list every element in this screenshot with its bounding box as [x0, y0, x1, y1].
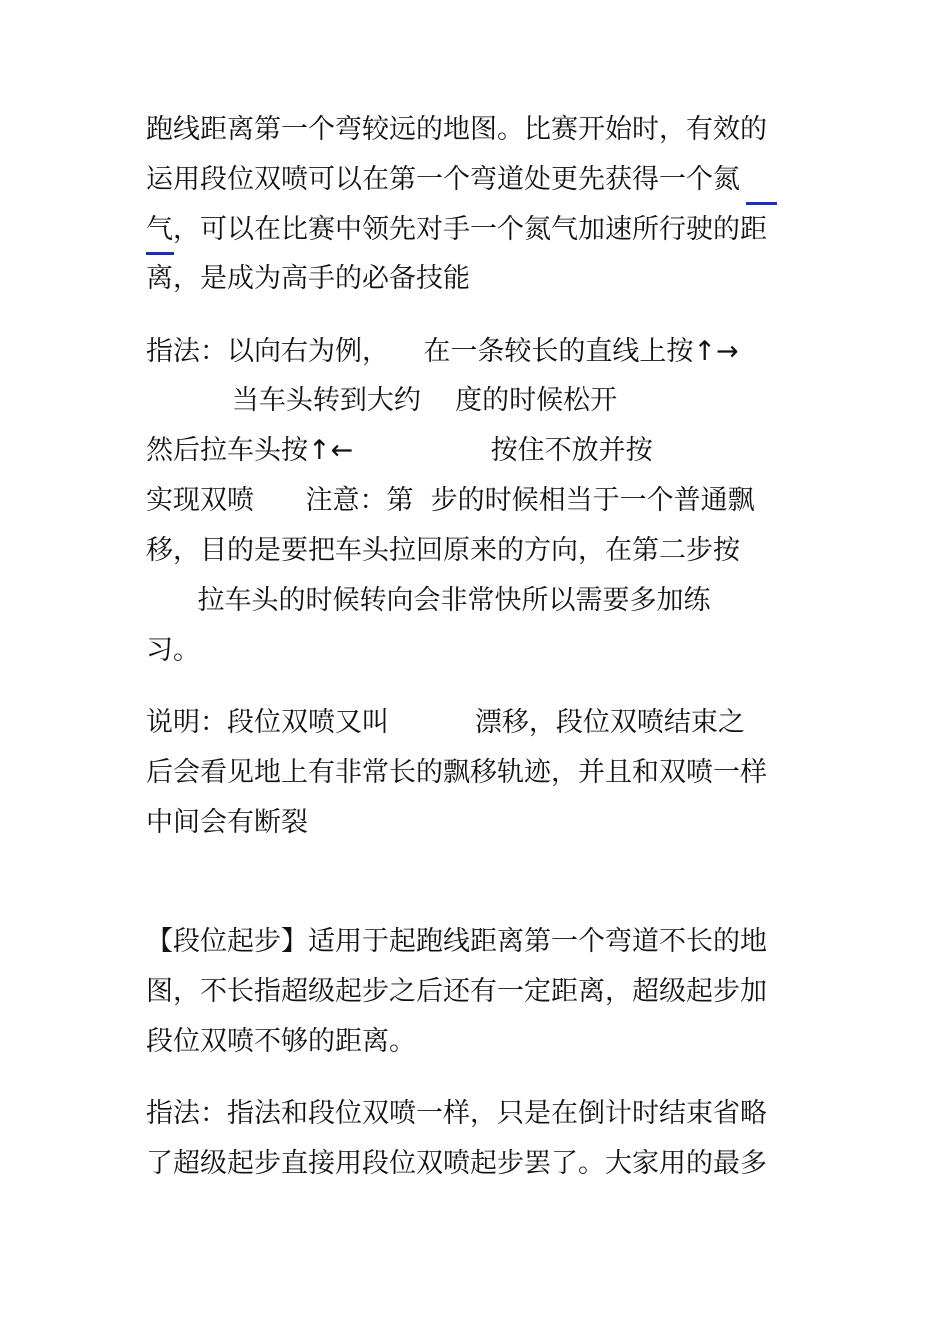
spell-check-underline	[146, 252, 174, 255]
text-line: 指法：以向右为例， 在一条较长的直线上按↑→	[146, 336, 739, 367]
text-line: 跑线距离第一个弯较远的地图。比赛开始时，有效的	[146, 114, 767, 145]
text-line: 【段位起步】适用于起跑线距离第一个弯道不长的地	[146, 926, 767, 957]
text-line: 后会看见地上有非常长的飘移轨迹，并且和双喷一样	[146, 757, 767, 788]
text-line: 移，目的是要把车头拉回原来的方向，在第二步按	[146, 535, 740, 566]
text-line: 离，是成为高手的必备技能	[146, 263, 470, 294]
spell-check-underline	[746, 202, 777, 205]
text-line: 然后拉车头按↑← 按住不放并按	[146, 435, 653, 466]
text-line: 拉车头的时候转向会非常快所以需要多加练	[146, 585, 711, 616]
text-line: 图，不长指超级起步之后还有一定距离，超级起步加	[146, 976, 767, 1007]
text-line: 习。	[146, 635, 200, 666]
text-line: 指法：指法和段位双喷一样，只是在倒计时结束省略	[146, 1098, 767, 1129]
text-line: 了超级起步直接用段位双喷起步罢了。大家用的最多	[146, 1148, 767, 1179]
text-line: 当车头转到大约 度的时候松开	[146, 385, 618, 416]
text-line: 气，可以在比赛中领先对手一个氮气加速所行驶的距	[146, 214, 767, 245]
text-line: 运用段位双喷可以在第一个弯道处更先获得一个氮	[146, 164, 740, 195]
text-line: 说明：段位双喷又叫 漂移，段位双喷结束之	[146, 707, 745, 738]
text-line: 实现双喷 注意：第 步的时候相当于一个普通飘	[146, 485, 755, 516]
text-line: 段位双喷不够的距离。	[146, 1026, 416, 1057]
text-line: 中间会有断裂	[146, 807, 308, 838]
